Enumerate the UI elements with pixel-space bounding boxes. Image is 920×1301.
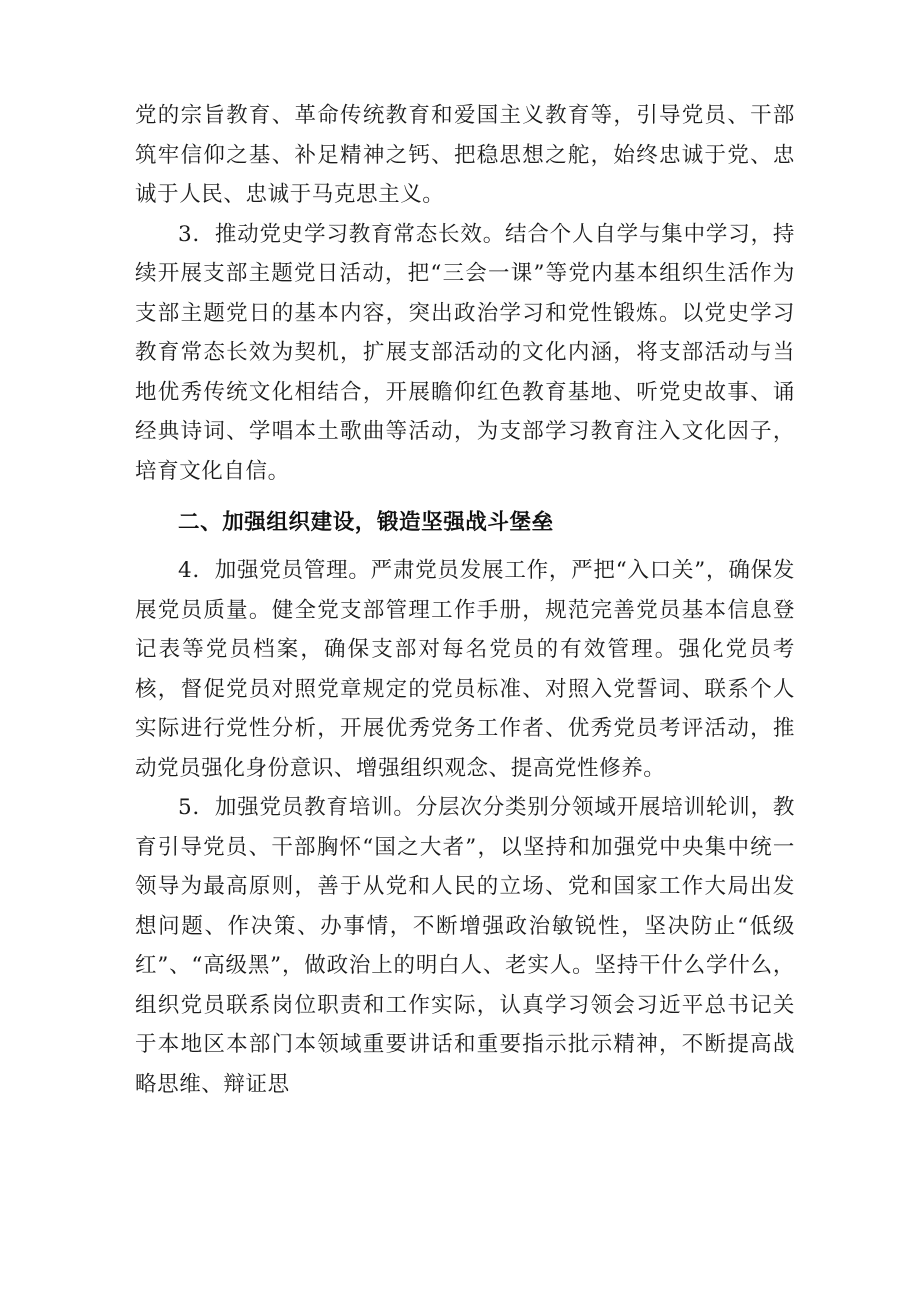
section-heading: 二、加强组织建设，锻造坚强战斗堡垒 [178, 510, 554, 535]
paragraph-continuation: 党的宗旨教育、革命传统教育和爱国主义教育等，引导党员、干部筑牢信仰之基、补足精神之钙、把稳思想之舵，始终忠诚于党、忠诚于人民、忠诚于马克思主义。 [135, 103, 795, 207]
paragraph-item-5: 5．加强党员教育培训。分层次分类别分领域开展培训轮训，教育引导党员、干部胸怀“国之大者”，以坚持和加强党中央集中统一领导为最高原则，善于从党和人民的立场、党和国家工作大局出发想问题、作决策、办事情，不断增强政治敏锐性，坚决防止“低级红”、“高级黑”，做政治上的明白人、老实人。坚持干什么学什么，组织党员联系岗位职责和工作实际，认真学习领会习近平总书记关于本地区本部门本领域重要讲话和重要指示批示精神，不断提高战略思维、辩证思 [135, 795, 795, 1097]
paragraph-item-4: 4．加强党员管理。严肃党员发展工作，严把“入口关”，确保发展党员质量。健全党支部管理工作手册，规范完善党员基本信息登记表等党员档案，确保支部对每名党员的有效管理。强化党员考核，督促党员对照党章规定的党员标准、对照入党誓词、联系个人实际进行党性分析，开展优秀党务工作者、优秀党员考评活动，推动党员强化身份意识、增强组织观念、提高党性修养。 [135, 558, 795, 781]
paragraph-item-3: 3．推动党史学习教育常态长效。结合个人自学与集中学习，持续开展支部主题党日活动，把“三会一课”等党内基本组织生活作为支部主题党日的基本内容，突出政治学习和党性锻炼。以党史学习教育常态长效为契机，扩展支部活动的文化内涵，将支部活动与当地优秀传统文化相结合，开展瞻仰红色教育基地、听党史故事、诵经典诗词、学唱本土歌曲等活动，为支部学习教育注入文化因子，培育文化自信。 [135, 221, 795, 484]
document-body [135, 96, 795, 1104]
